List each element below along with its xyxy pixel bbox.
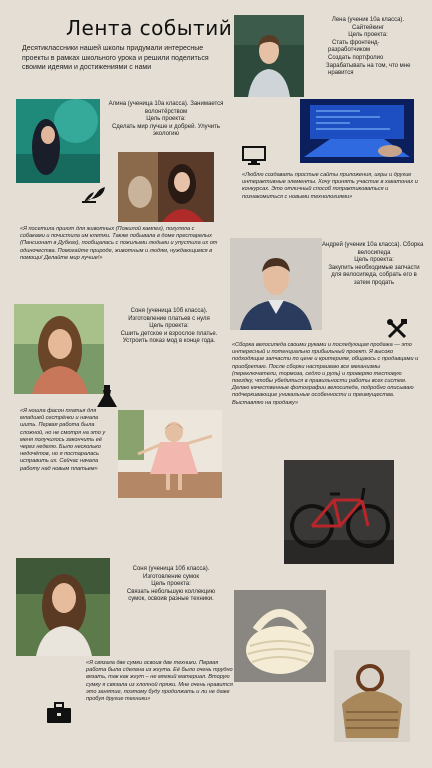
andrey-bike-photo (284, 460, 394, 564)
bio-line: Андрей (ученик 10а класса). Сборка (322, 242, 424, 248)
dress-icon (96, 384, 118, 408)
bio-line: велосипеда (357, 249, 391, 256)
briefcase-icon (46, 702, 72, 724)
alina-bio (102, 101, 230, 139)
sonya-photo (14, 304, 104, 394)
bio-line: Цель проекта: (151, 581, 191, 588)
andrey-photo (230, 238, 322, 330)
andrey-quote: «Сборка велосипеда своими руками и последующая продажа — это интересный и потенциально прибыльный проект. Я высоко подходящие запчасти по цене и критериям, общаюсь с продавцами и приобретаю. После сборки настраиваю все механизмы (переключатели, тормоза, седло и руль) и проверяю тестовую поездку, чтобы убедиться в правильности работы всех систем. Делаю качественные фотографии велосипеда, подробно описываю подчеркивающие уникальные особенности и преимущества. Выставляю на продажу» (232, 342, 419, 406)
sonya2-quote: «Я связала две сумки освоив две техники. Первая работа была сделана из жгута. Её было очень трудно вязать, так как жгут – не мягкий материал. Вторую сумку я связала из хлопной пряжи. Мне очень нравится это занятие, поэтому буду продолжать и ли не даже пробуя другие техники» (86, 660, 233, 703)
sonya-dress-photo (118, 410, 222, 498)
bio-line: Соня (ученица 10б класса). (132, 566, 210, 572)
bio-line: Изготовление сумок (143, 573, 199, 580)
monitor-icon (242, 146, 266, 166)
bio-line: Цель проекта: (354, 257, 394, 264)
lena-photo (234, 15, 304, 97)
bio-line: Устроить показ мод в конце года. (122, 338, 216, 345)
sonya-bio (112, 308, 226, 346)
intro-text: Десятиклассники нашей школы придумали интересные проекты в рамках школьного урока и решили поделиться своими идеями и достижениями с нами (22, 45, 209, 71)
bio-line: Лена (ученик 10а класса). (331, 17, 405, 23)
alina-quote: «Я посетила приют для животных (Пожилой кампег), погуляла с собаками и почистила им клетки. Также побывала в доме престарелых (Пансионат в Дубках), пообщалась с пожилыми людьми и упустила их от одиночества. Помогайте природе, животным и людям, нуждающимся в помощи! Делайте мир лучше!» (20, 226, 218, 261)
bio-line: Цель проекта: (149, 323, 189, 330)
bio-line: Сайтейкинг (352, 24, 384, 31)
bio-line: Изготовление платьев с нуля (128, 315, 210, 322)
straw-bag-photo (334, 650, 410, 742)
tools-icon (386, 318, 408, 340)
bio-line: Цель проекта: (348, 32, 388, 39)
page-title: Лента событий (66, 16, 233, 40)
bio-line: сумок, освоив разные техники. (128, 596, 214, 603)
bio-line: разработчиком (328, 47, 371, 54)
alina-photo-aquarium (16, 99, 100, 183)
sonya-quote: «Я ношла фасон платья для младшей сестрёнки и начала шить. Первая работа была сложной, но не смотря на это у меня получилось закончить её через неделю. Было несколько недочётов, но я постаралась исправить их. Сейчас начала работу над новым платьем» (20, 408, 106, 472)
lena-project-photo (300, 99, 414, 163)
bio-line: Сшить детское и взрослое платье. (120, 330, 218, 337)
bio-line: затем продать (353, 279, 395, 286)
alina-photo-animals (118, 152, 214, 222)
lena-bio (312, 17, 424, 78)
sonya2-bio (114, 566, 228, 604)
andrey-bio (322, 242, 426, 288)
bio-line: нравится (328, 70, 354, 77)
bio-line: Зарабатывать на том, что мне (326, 62, 411, 69)
lena-quote: «Люблю создавать простые сайты приложения, игры и другие интерактивные элементы. Хочу принять участие в хакатонах и конкурсах. Это отличный способ попрактиковаться и познакомиться с новыми технологиями» (242, 172, 418, 200)
plant-icon (82, 186, 106, 204)
bio-line: Сделать мир лучше и добрей. Улучить экологию (111, 123, 221, 138)
bio-line: для велосипеда, собрать его в (331, 272, 417, 279)
bio-line: Алина (ученица 10а класса). Занимается (108, 101, 224, 107)
bio-line: Цель проекта: (146, 116, 186, 123)
bio-line: Закупить необходимые запчасти (328, 264, 420, 271)
bio-line: Стать фронтенд- (332, 39, 380, 46)
sonya-bags-photo (16, 558, 110, 656)
knit-bag-photo (234, 590, 326, 682)
bio-line: Соня (ученица 10б класса). (130, 308, 208, 314)
bio-line: волонтёрством (144, 108, 188, 115)
bio-line: Связать небольшую коллекцию (126, 588, 216, 595)
bio-line: Создать портфолио (328, 54, 384, 61)
